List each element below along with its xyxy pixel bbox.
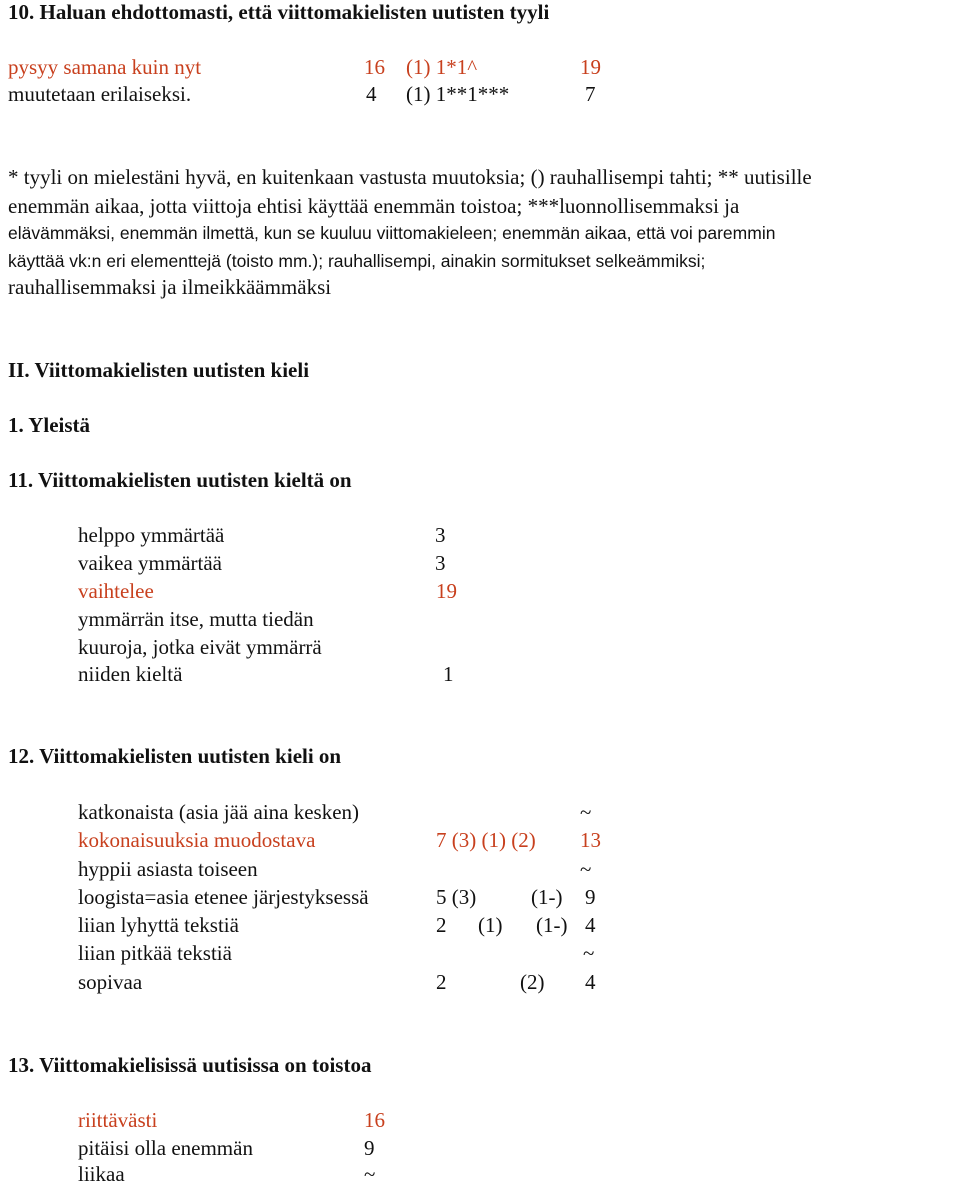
q12-option-label: hyppii asiasta toiseen [78, 857, 258, 881]
q12-option-breakdown: (1) [478, 913, 503, 937]
q12-option-label: loogista=asia etenee järjestyksessä [78, 885, 369, 909]
q10-note-line: rauhallisemmaksi ja ilmeikkäämmäksi [8, 275, 332, 299]
q12-option-breakdown: 2 [436, 913, 447, 937]
q12-option-total: 4 [585, 913, 596, 937]
q12-option-breakdown: (2) [520, 970, 545, 994]
q12-option-total: ~ [580, 857, 592, 881]
section-subtitle: 1. Yleistä [8, 413, 91, 437]
q11-option-value: 3 [435, 523, 446, 547]
q12-option-breakdown: 7 (3) (1) (2) [436, 828, 536, 852]
q10-row-value: 4 [366, 82, 377, 106]
q13-option-label: riittävästi [78, 1108, 158, 1132]
q12-option-breakdown: (1-) [536, 913, 568, 937]
q11-option-label: vaihtelee [78, 579, 154, 603]
q12-option-label: sopivaa [78, 970, 143, 994]
q11-option-label: vaikea ymmärtää [78, 551, 223, 575]
q10-row-label: pysyy samana kuin nyt [8, 55, 202, 79]
q12-option-breakdown: 2 [436, 970, 447, 994]
q10-note-line: enemmän aikaa, jotta viittoja ehtisi käyttää enemmän toistoa; ***luonnollisemmaksi ja [8, 194, 740, 218]
q12-heading: 12. Viittomakielisten uutisten kieli on [8, 744, 342, 768]
q12-option-label: liian lyhyttä tekstiä [78, 913, 239, 937]
q12-option-total: ~ [583, 941, 595, 965]
q11-option-label: niiden kieltä [78, 662, 183, 686]
q12-option-label: katkonaista (asia jää aina kesken) [78, 800, 360, 824]
q10-note-line: elävämmäksi, enemmän ilmettä, kun se kuuluu viittomakieleen; enemmän aikaa, että voi paremmin [8, 223, 776, 243]
q10-row-label: muutetaan erilaiseksi. [8, 82, 192, 106]
q11-heading: 11. Viittomakielisten uutisten kieltä on [8, 468, 352, 492]
q12-option-total: 9 [585, 885, 596, 909]
section-title: II. Viittomakielisten uutisten kieli [8, 358, 310, 382]
q12-option-breakdown: (1-) [531, 885, 563, 909]
q12-option-total: 4 [585, 970, 596, 994]
q10-row-total: 7 [585, 82, 596, 106]
q13-option-label: pitäisi olla enemmän [78, 1136, 253, 1160]
q11-option-label: helppo ymmärtää [78, 523, 225, 547]
q13-option-label: liikaa [78, 1162, 125, 1186]
q11-option-value: 1 [443, 662, 454, 686]
q12-option-label: kokonaisuuksia muodostava [78, 828, 316, 852]
q10-row-value: (1) 1**1*** [406, 82, 510, 106]
q11-option-label: kuuroja, jotka eivät ymmärrä [78, 635, 322, 659]
q10-row-total: 19 [580, 55, 601, 79]
q10-row-value: 16 [364, 55, 385, 79]
q12-option-total: ~ [580, 800, 592, 824]
q12-option-label: liian pitkää tekstiä [78, 941, 232, 965]
q12-option-breakdown: 5 (3) [436, 885, 477, 909]
q13-heading: 13. Viittomakielisissä uutisissa on toistoa [8, 1053, 372, 1077]
q11-option-label: ymmärrän itse, mutta tiedän [78, 607, 314, 631]
q10-note-line: * tyyli on mielestäni hyvä, en kuitenkaan vastusta muutoksia; () rauhallisempi tahti; ** uutisille [8, 165, 812, 189]
q13-option-value: 9 [364, 1136, 375, 1160]
q12-option-total: 13 [580, 828, 601, 852]
q13-option-value: 16 [364, 1108, 385, 1132]
q11-option-value: 3 [435, 551, 446, 575]
q10-note-line: käyttää vk:n eri elementtejä (toisto mm.); rauhallisempi, ainakin sormitukset selkeämmiksi; [8, 251, 706, 271]
q10-heading: 10. Haluan ehdottomasti, että viittomakielisten uutisten tyyli [8, 0, 550, 24]
q13-option-value: ~ [364, 1162, 376, 1186]
q11-option-value: 19 [436, 579, 457, 603]
q10-row-value: (1) 1*1^ [406, 55, 478, 79]
